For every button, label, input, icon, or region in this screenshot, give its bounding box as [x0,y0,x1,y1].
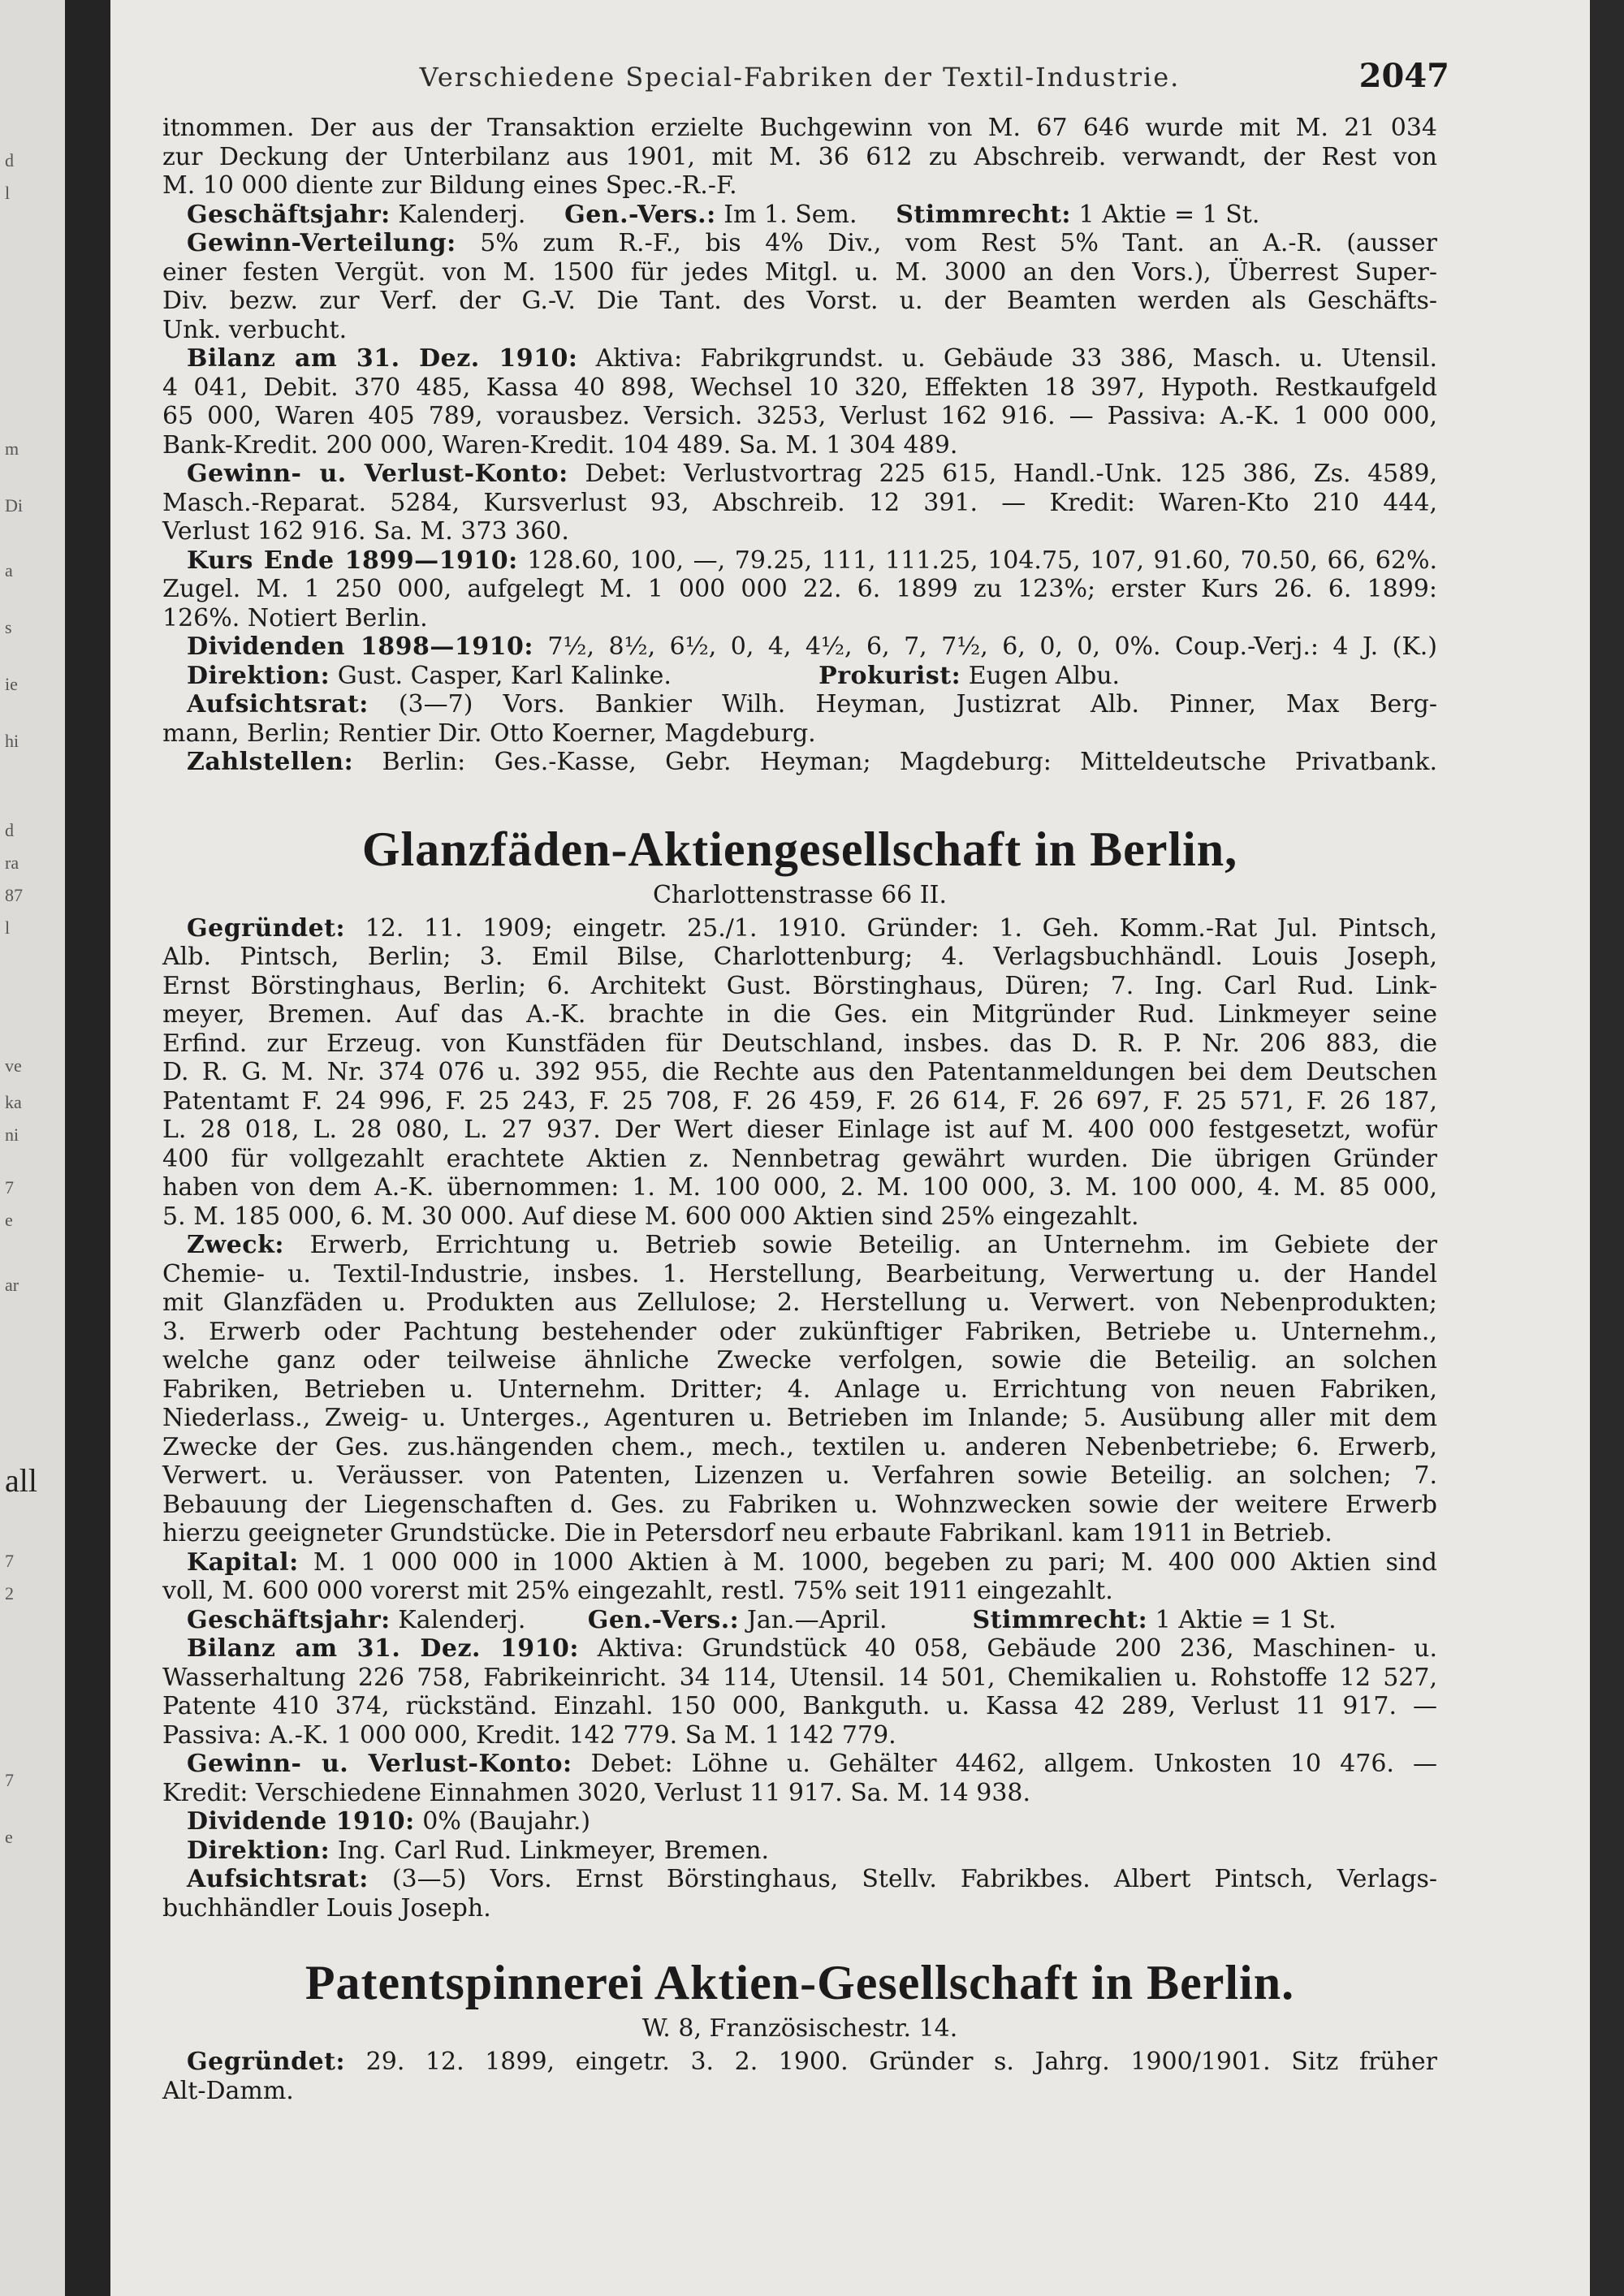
text-line: Verwert. u. Veräusser. von Patenten, Lizenzen u. Verfahren sowie Beteilig. an solchen; 7. [162,1461,1437,1490]
text-line: Wasserhaltung 226 758, Fabrikeinricht. 34 114, Utensil. 14 501, Chemikalien u. Rohstoffe 12 527, [162,1663,1437,1692]
field-value: 29. 12. 1899, eingetr. 3. 2. 1900. Gründer s. Jahrg. 1900/1901. Sitz früher [365,2048,1437,2076]
running-head-title: Verschiedene Special-Fabriken der Textil-Industrie. [419,62,1181,93]
field-label: Direktion: [187,661,330,690]
text-line: haben von dem A.-K. übernommen: 1. M. 100 000, 2. M. 100 000, 3. M. 100 000, 4. M. 85 000, [162,1173,1437,1202]
field-value: Ing. Carl Rud. Linkmeyer, Bremen. [337,1836,769,1865]
text-line [162,1548,1437,1577]
field-label: Gewinn- u. Verlust-Konto: [187,460,568,488]
text-line: 400 für vollgezahlt erachtete Aktien z. Nennbetrag gewährt wurden. Die übrigen Gründer [162,1144,1437,1173]
field-label: Kurs Ende 1899—1910: [187,546,518,575]
previous-company-section [162,114,1437,777]
adjacent-page-strip [0,0,65,2296]
margin-fragment: a [5,560,13,580]
field-label: Direktion: [187,1836,330,1865]
field-value: Gust. Casper, Karl Kalinke. [337,661,672,690]
text-line [162,1836,1437,1866]
text-line [162,1634,1437,1664]
margin-fragment: ka [5,1092,22,1112]
text-line: Alb. Pintsch, Berlin; 3. Emil Bilse, Charlottenburg; 4. Verlagsbuchhändl. Louis Joseph, [162,943,1437,971]
text-line [162,748,1437,777]
text-line: Bebauung der Liegenschaften d. Ges. zu Fabriken u. Wohnzwecken sowie der weitere Erwerb [162,1490,1437,1519]
field-label: Gewinn- u. Verlust-Konto: [187,1750,572,1778]
meta-line [162,201,1437,230]
text-line: Zwecke der Ges. zus.hängenden chem., mech., textilen u. anderen Nebenbetriebe; 6. Erwerb, [162,1432,1437,1461]
text-line [162,632,1437,662]
margin-fragment: s [5,617,12,637]
field-label: Gewinn-Verteilung: [187,229,456,257]
glanzfaeden-section [162,822,1437,1923]
field-value: 1 Aktie = 1 St. [1155,1605,1337,1634]
scan-edge [1590,0,1624,2296]
field-value: Kalenderj. [398,200,526,229]
text-line: Erfind. zur Erzeug. von Kunstfäden für Deutschland, insbes. das D. R. P. Nr. 206 883, die [162,1029,1437,1058]
text-line [162,229,1437,258]
text-line: Alt-Damm. [162,2076,294,2105]
text-line: M. 10 000 diente zur Bildung eines Spec.-R.-F. [162,171,737,200]
text-line [162,1865,1437,1894]
field-label: Aufsichtsrat: [187,690,369,719]
margin-fragment: e [5,1210,13,1230]
text-line: Div. bezw. zur Verf. der G.-V. Die Tant. des Vorst. u. der Beamten werden als Geschäfts- [162,287,1437,315]
page-number: 2047 [1358,57,1449,95]
field-label: Dividenden 1898—1910: [187,632,533,661]
text-line: meyer, Bremen. Auf das A.-K. brachte in die Ges. ein Mitgründer Rud. Linkmeyer seine [162,1000,1437,1029]
company-title: Glanzfäden-Aktiengesellschaft in Berlin, [361,822,1238,876]
text-line [162,546,1437,576]
field-label: Dividende 1910: [187,1807,415,1836]
margin-fragment: Di [5,495,23,516]
text-line: 3. Erwerb oder Pachtung bestehender oder zukünftiger Fabriken, Betriebe u. Unternehm., [162,1317,1437,1346]
text-line: 5. M. 185 000, 6. M. 30 000. Auf diese M. 600 000 Aktien sind 25% eingezahlt. [162,1202,1139,1231]
field-value: Berlin: Ges.-Kasse, Gebr. Heyman; Magdeburg: Mitteldeutsche Privatbank. [382,748,1437,776]
text-line: Patente 410 374, rückständ. Einzahl. 150 000, Bankguth. u. Kassa 42 289, Verlust 11 917. — [162,1692,1437,1720]
margin-fragment: ie [5,674,18,694]
text-line: mit Glanzfäden u. Produkten aus Zellulose; 2. Herstellung u. Verwert. von Nebenprodukten; [162,1288,1437,1317]
margin-fragment: e [5,1827,13,1847]
text-line: L. 28 018, L. 28 080, L. 27 937. Der Wert dieser Einlage ist auf M. 400 000 festgesetzt, wofür [162,1116,1437,1144]
field-label: Geschäftsjahr: [187,1605,391,1634]
text-line [162,344,1437,373]
margin-fragment: 87 [5,885,23,905]
margin-fragment: 2 [5,1583,14,1603]
margin-fragment: d [5,150,14,170]
field-label: Geschäftsjahr: [187,200,391,229]
field-value: 7½, 8½, 6½, 0, 4, 4½, 6, 7, 7½, 6, 0, 0, 0%. Coup.-Verj.: 4 J. (K.) [547,632,1437,661]
text-line: voll, M. 600 000 vorerst mit 25% eingezahlt, restl. 75% seit 1911 eingezahlt. [162,1577,1113,1605]
field-value: Debet: Verlustvortrag 225 615, Handl.-Unk. 125 386, Zs. 4589, [585,460,1437,488]
field-value: 0% (Baujahr.) [422,1807,591,1836]
margin-fragment: 7 [5,1770,14,1790]
meta-line [162,1606,1437,1635]
text-line: Kredit: Verschiedene Einnahmen 3020, Verlust 11 917. Sa. M. 14 938. [162,1778,1031,1807]
text-line [162,2048,1437,2077]
field-value: Aktiva: Grundstück 40 058, Gebäude 200 236, Maschinen- u. [597,1634,1437,1663]
text-line [162,1807,1437,1836]
field-label: Zahlstellen: [187,748,354,776]
text-line: Passiva: A.-K. 1 000 000, Kredit. 142 779. Sa M. 1 142 779. [162,1720,896,1750]
field-value: 128.60, 100, —, 79.25, 111, 111.25, 104.75, 107, 91.60, 70.50, 66, 62%. [527,546,1437,575]
field-value: Aktiva: Fabrikgrundst. u. Gebäude 33 386, Masch. u. Utensil. [595,344,1437,373]
field-label: Kapital: [187,1547,299,1577]
page-body [162,57,1449,2105]
company-address: W. 8, Französischestr. 14. [641,2014,958,2043]
field-label: Stimmrecht: [972,1605,1148,1634]
text-line: Niederlass., Zweig- u. Unterges., Agenturen u. Betrieben im Inlande; 5. Ausübung aller mit dem [162,1404,1437,1432]
text-line [162,1750,1437,1779]
text-line: Fabriken, Betrieben u. Unternehm. Dritter; 4. Anlage u. Errichtung von neuen Fabriken, [162,1375,1437,1404]
text-line: Ernst Börstinghaus, Berlin; 6. Architekt Gust. Börstinghaus, Düren; 7. Ing. Carl Rud. Link- [162,971,1437,1000]
text-line: buchhändler Louis Joseph. [162,1893,491,1923]
text-line: itnommen. Der aus der Transaktion erzielte Buchgewinn von M. 67 646 wurde mit M. 21 034 [162,114,1437,142]
text-line [162,914,1437,943]
text-line [162,690,1437,719]
text-line: Masch.-Reparat. 5284, Kursverlust 93, Abschreib. 12 391. — Kredit: Waren-Kto 210 444, [162,488,1437,517]
text-line: D. R. G. M. Nr. 374 076 u. 392 955, die Rechte aus den Patentanmeldungen bei dem Deutschen [162,1058,1437,1086]
text-line: 65 000, Waren 405 789, vorausbez. Versich. 3253, Verlust 162 916. — Passiva: A.-K. 1 000 000, [162,402,1437,430]
text-line: Verlust 162 916. Sa. M. 373 360. [162,517,569,546]
margin-fragment: d [5,820,14,840]
margin-fragment: 7 [5,1177,14,1198]
field-label: Gen.-Vers.: [564,200,716,229]
field-value: Im 1. Sem. [723,200,857,229]
field-label: Stimmrecht: [896,200,1071,229]
text-line: Patentamt F. 24 996, F. 25 243, F. 25 708, F. 26 459, F. 26 614, F. 26 697, F. 25 571, F. 26 187, [162,1086,1437,1116]
field-label: Zweck: [187,1231,284,1259]
field-value: (3—5) Vors. Ernst Börstinghaus, Stellv. Fabrikbes. Albert Pintsch, Verlags- [391,1865,1437,1893]
field-label: Gen.-Vers.: [587,1605,740,1634]
field-label: Bilanz am 31. Dez. 1910: [187,344,578,373]
margin-fragment: all [5,1462,37,1499]
field-value: 5% zum R.-F., bis 4% Div., vom Rest 5% Tant. an A.-R. (ausser [480,229,1437,257]
field-value: Debet: Löhne u. Gehälter 4462, allgem. Unkosten 10 476. — [590,1750,1437,1778]
field-label: Gegründet: [187,2048,346,2076]
patentspinnerei-section [162,1955,1437,2105]
text-line: Unk. verbucht. [162,315,348,344]
text-line [162,460,1437,489]
margin-fragment: 7 [5,1551,14,1571]
text-line: Bank-Kredit. 200 000, Waren-Kredit. 104 489. Sa. M. 1 304 489. [162,430,958,460]
field-value: 12. 11. 1909; eingetr. 25./1. 1910. Gründer: 1. Geh. Komm.-Rat Jul. Pintsch, [365,913,1437,943]
running-head [162,57,1449,114]
margin-fragment: ra [5,852,19,873]
text-line: Chemie- u. Textil-Industrie, insbes. 1. Herstellung, Bearbeitung, Verwertung u. der Handel [162,1259,1437,1288]
margin-fragment: m [5,438,19,459]
margin-fragment: l [5,183,11,203]
field-value: Eugen Albu. [968,661,1121,690]
company-title: Patentspinnerei Aktien-Gesellschaft in Berlin. [304,1956,1295,2009]
text-line: 126%. Notiert Berlin. [162,603,428,632]
text-line: hierzu geeigneter Grundstücke. Die in Petersdorf neu erbaute Fabrikanl. kam 1911 in Betrieb. [162,1519,1332,1547]
field-label: Bilanz am 31. Dez. 1910: [187,1634,579,1663]
field-label: Gegründet: [187,913,346,943]
text-line: zur Deckung der Unterbilanz aus 1901, mit M. 36 612 zu Abschreib. verwandt, der Rest von [162,142,1437,171]
field-value: Erwerb, Errichtung u. Betrieb sowie Beteilig. an Unternehm. im Gebiete der [309,1231,1437,1259]
margin-fragment: hi [5,731,19,751]
text-line [162,1231,1437,1260]
text-line: welche ganz oder teilweise ähnliche Zwecke verfolgen, sowie die Beteilig. an solchen [162,1346,1437,1375]
field-value: Jan.—April. [746,1605,888,1634]
field-label: Prokurist: [818,661,961,690]
field-label: Aufsichtsrat: [187,1865,369,1893]
text-line: Zugel. M. 1 250 000, aufgelegt M. 1 000 000 22. 6. 1899 zu 123%; erster Kurs 26. 6. 1899: [162,575,1437,603]
binding-gutter [65,0,110,2296]
company-address: Charlottenstrasse 66 II. [652,880,948,909]
field-value: M. 1 000 000 in 1000 Aktien à M. 1000, begeben zu pari; M. 400 000 Aktien sind [313,1547,1437,1577]
text-line: 4 041, Debit. 370 485, Kassa 40 898, Wechsel 10 320, Effekten 18 397, Hypoth. Restkaufgeld [162,373,1437,402]
field-value: 1 Aktie = 1 St. [1078,200,1260,229]
meta-line [162,662,1437,691]
margin-fragment: ve [5,1055,22,1076]
margin-fragment: l [5,917,11,938]
margin-fragment: ni [5,1124,19,1145]
field-value: (3—7) Vors. Bankier Wilh. Heyman, Justizrat Alb. Pinner, Max Berg- [398,690,1437,719]
field-value: Kalenderj. [398,1605,526,1634]
text-line: einer festen Vergüt. von M. 1500 für jedes Mitgl. u. M. 3000 an den Vors.), Überrest Super- [162,257,1437,287]
margin-fragment: ar [5,1275,19,1295]
text-line: mann, Berlin; Rentier Dir. Otto Koerner, Magdeburg. [162,719,816,748]
